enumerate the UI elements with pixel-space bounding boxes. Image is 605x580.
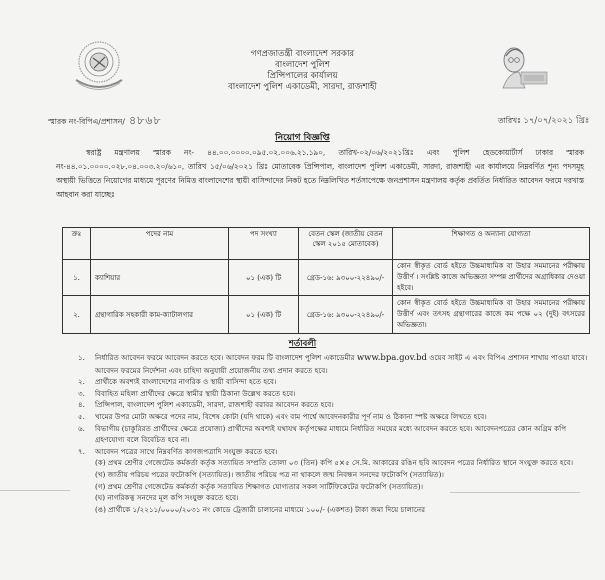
cell-qualification: কোন স্বীকৃত বোর্ড হইতে উচ্চমাধ্যমিক বা উহার সমমানের পরীক্ষায় উত্তীর্ণ । সংশ্লিষ্ট কাজে অভিজ্ঞতা সম্পন্ন প্রার্থীদের অগ্রাধিকার দেওয়া হইবে।: [393, 260, 590, 296]
term-item: ৪. প্রিন্সিপাল, বাংলাদেশ পুলিশ একাডেমী, সারদা, রাজশাহী বরাবর আবেদন করতে হবে।: [78, 400, 334, 410]
term-number: ৩.: [78, 388, 85, 398]
issue-date: [498, 114, 589, 128]
vacancy-table: [62, 227, 590, 334]
cell-sn: ২.: [63, 296, 91, 334]
header-government: গণপ্রজাতন্ত্রী বাংলাদেশ সরকার: [250, 49, 355, 59]
col-header-count: পদ সংখ্যা: [229, 228, 299, 260]
term-number: ৬.: [78, 423, 85, 433]
cell-post: গ্রন্থাগারিক সহকারী কাম-ক্যাটালগার: [91, 296, 229, 334]
cell-pay: গ্রেড-১৬: ৯৩০০-২২৪৯০/-: [299, 296, 393, 334]
terms-title: শর্তাবলী: [288, 339, 317, 349]
date-value: ১৭/০৭/২০২১ খ্রিঃ: [523, 116, 590, 126]
header-office: প্রিন্সিপালের কার্যালয়: [267, 71, 338, 81]
col-header-post: পদের নাম: [91, 228, 229, 260]
cell-post: ক্যাশিয়ার: [91, 260, 229, 296]
term-number: ৫.: [78, 411, 85, 421]
header-police: বাংলাদেশ পুলিশ: [275, 60, 330, 70]
col-header-pay: বেতন স্কেল (জাতীয় বেতন স্কেল ২০১৫ মোতাবেক): [299, 228, 393, 260]
attachment-item: (ক) প্রথম শ্রেণীর গেজেটেড কর্মকর্তা কর্তৃক সত্যায়িত সম্প্রতি তোলা ০৩ (তিন) কপি ৫×৫ সে.মি. আকারের রঙিন ছবি আবেদন পত্রের নির্ধারিত স্থানে সংযুক্ত করতে হবে।: [95, 458, 574, 468]
scan-artifact: [0, 490, 70, 491]
term-number: ৪.: [78, 400, 85, 410]
attachment-item: (খ) জাতীয় পরিচয় পত্রের ফটোকপি (সত্যায়িত)। জাতীয় পরিচয় পত্র না থাকলে জন্ম নিবন্ধন সনদের ফটোকপি (সত্যায়িত)।: [95, 469, 444, 479]
cell-count: ০১ (এক) টি: [229, 260, 299, 296]
table-header-row: [63, 228, 590, 260]
attachment-item: (ঙ) প্রার্থীকে ১/২২১১/০০০০/২০৩১ নং কোডে ট্রেজারী চালানের মাধ্যমে ১০০/- (একশত) টাকা জমা দিয়ে চালানের: [95, 504, 426, 514]
term-item: ৫. খামের উপর মোটা অক্ষরে পদের নাম, বিশেষ কোটা (যদি থাকে) এবং বাম পার্শ্বে আবেদনকারীর পূর্ণ নাম ও ঠিকানা স্পষ্ট অক্ষরে লিখতে হবে।: [78, 411, 487, 421]
terms-list: [78, 352, 588, 515]
memo-label: স্মারক নং-বিপিএ/প্রশাসন/: [48, 117, 125, 126]
date-label: তারিখঃ: [498, 116, 521, 125]
term-number: ১.: [78, 353, 85, 362]
term-item: ৬. বিভাগীয় (চাকুরিরত প্রার্থীদের ক্ষেত্রে প্রযোজ্য) প্রার্থীদের অবশ্যই যথাযথ কর্তৃপক্ষের মাধ্যমে নির্ধারিত সময়ের মধ্যে আবেদন করতে হবে। আবেদনপত্রের কোন অগ্রিম কপি গ্রহণযোগ্য বলে বিবেচিত হবে না।: [78, 423, 567, 445]
term-item: ৩. বিবাহিত মহিলা প্রার্থীদের ক্ষেত্রে স্বামীর স্থায়ী ঠিকানা উল্লেখ করতে হবে।: [78, 388, 296, 398]
attachment-item: (ঘ) নাগরিকত্ব সনদের মূল কপি সংযুক্ত করতে হবে।: [95, 493, 239, 503]
bpa-website-link[interactable]: www.bpa.gov.bd: [356, 353, 427, 363]
mujib-portrait-icon: [497, 38, 559, 98]
notice-title: নিয়োগ বিজ্ঞপ্তি: [275, 133, 330, 143]
cell-count: ০১ (এক) টি: [229, 296, 299, 334]
header-academy: বাংলাদেশ পুলিশ একাডেমী, সারদা, রাজশাহী: [228, 82, 377, 92]
intro-paragraph: স্বরাষ্ট্র মন্ত্রণালয় স্মারক নং- ৪৪.০০.০০০০.০৯৫.০২.০০৬.২১.১৯০, তারিখ-০২/০৬/২০২১খ্রিঃ এবং পুলিশ হেডকোয়ার্টার্স ঢাকার স্মারক নং-৪৪.০১.০০০০.০২৮.০৪.০০৩.২০/৬১০, তারিখ ১৫/০৬/২০২১ খ্রিঃ মোতাবেক প্রিন্সিপাল, বাংলাদেশ পুলিশ একাডেমী, সারদা, রাজশাহী এর কার্যালয়ে নিম্নবর্ণিত শূন্য পদসমূহ অস্থায়ী ভিত্তিতে নিয়োগের মাধ্যমে পূরণের নিমিত্ত বাংলাদেশের স্থায়ী বাসিন্দাদের নিকট হতে নিম্নলিখিত শর্তসাপেক্ষে জনপ্রশাসন মন্ত্রণালয় কর্তৃক প্রবর্তিত নির্ধারিত আবেদন ফরমে দরখাস্ত আহবান করা যাচ্ছেঃ: [56, 148, 584, 199]
col-header-sn: ক্রঃ: [63, 228, 91, 260]
term-item: ৭. আবেদন পত্রের সাথে নিম্নবর্ণিত কাগজপত্রাদি সংযুক্ত করতে হবে।: [78, 446, 278, 456]
memo-handwritten-number: ৪৮৬৮: [128, 114, 162, 127]
attachment-item: (গ) প্রথম শ্রেণীর গেজেটেড কর্মকর্তা কর্তৃক সত্যায়িত শিক্ষাগত যোগ্যতার সকল সার্টিফিকেটের ফটোকপি (সত্যায়িত)।: [95, 481, 424, 491]
cell-qualification: কোন স্বীকৃত বোর্ড হইতে উচ্চমাধ্যমিক বা উহার সমমানের পরীক্ষায় উত্তীর্ণ এবং তৎসহ গ্রন্থাগারের কাজে কম পক্ষে ০২ (দুই) বৎসরের অভিজ্ঞতা।: [393, 296, 590, 334]
col-header-qualification: শিক্ষাগত ও অন্যান্য যোগ্যতা: [393, 228, 590, 260]
term-number: ৭.: [78, 446, 85, 456]
cell-sn: ১.: [63, 260, 91, 296]
term-number: ২.: [78, 377, 85, 387]
table-row: [63, 260, 590, 296]
cell-pay: গ্রেড-১৬: ৯৩০০-২২৪৯০/-: [299, 260, 393, 296]
term-item: ২. প্রার্থীকে অবশ্যই বাংলাদেশের নাগরিক ও স্থায়ী বাসিন্দা হতে হবে।: [78, 377, 277, 387]
scan-artifact: [450, 492, 580, 493]
memo-number: [48, 112, 162, 131]
term-item: ১. নির্ধারিত আবেদন ফরমে আবেদন করতে হবে। আবেদন ফরম টি বাংলাদেশ পুলিশ একাডেমীর www.bpa.gov.bd ওয়েব সাইট এ এবং বিপিএ প্রশাসন শাখায় পাওয়া যাবে। আবেদন ফরমের নির্দেশনা এবং চাহিদা অনুযায়ী প্রয়োজনীয় তথ্য প্রদান করতে হবে।: [78, 353, 588, 375]
table-row: [63, 296, 590, 334]
